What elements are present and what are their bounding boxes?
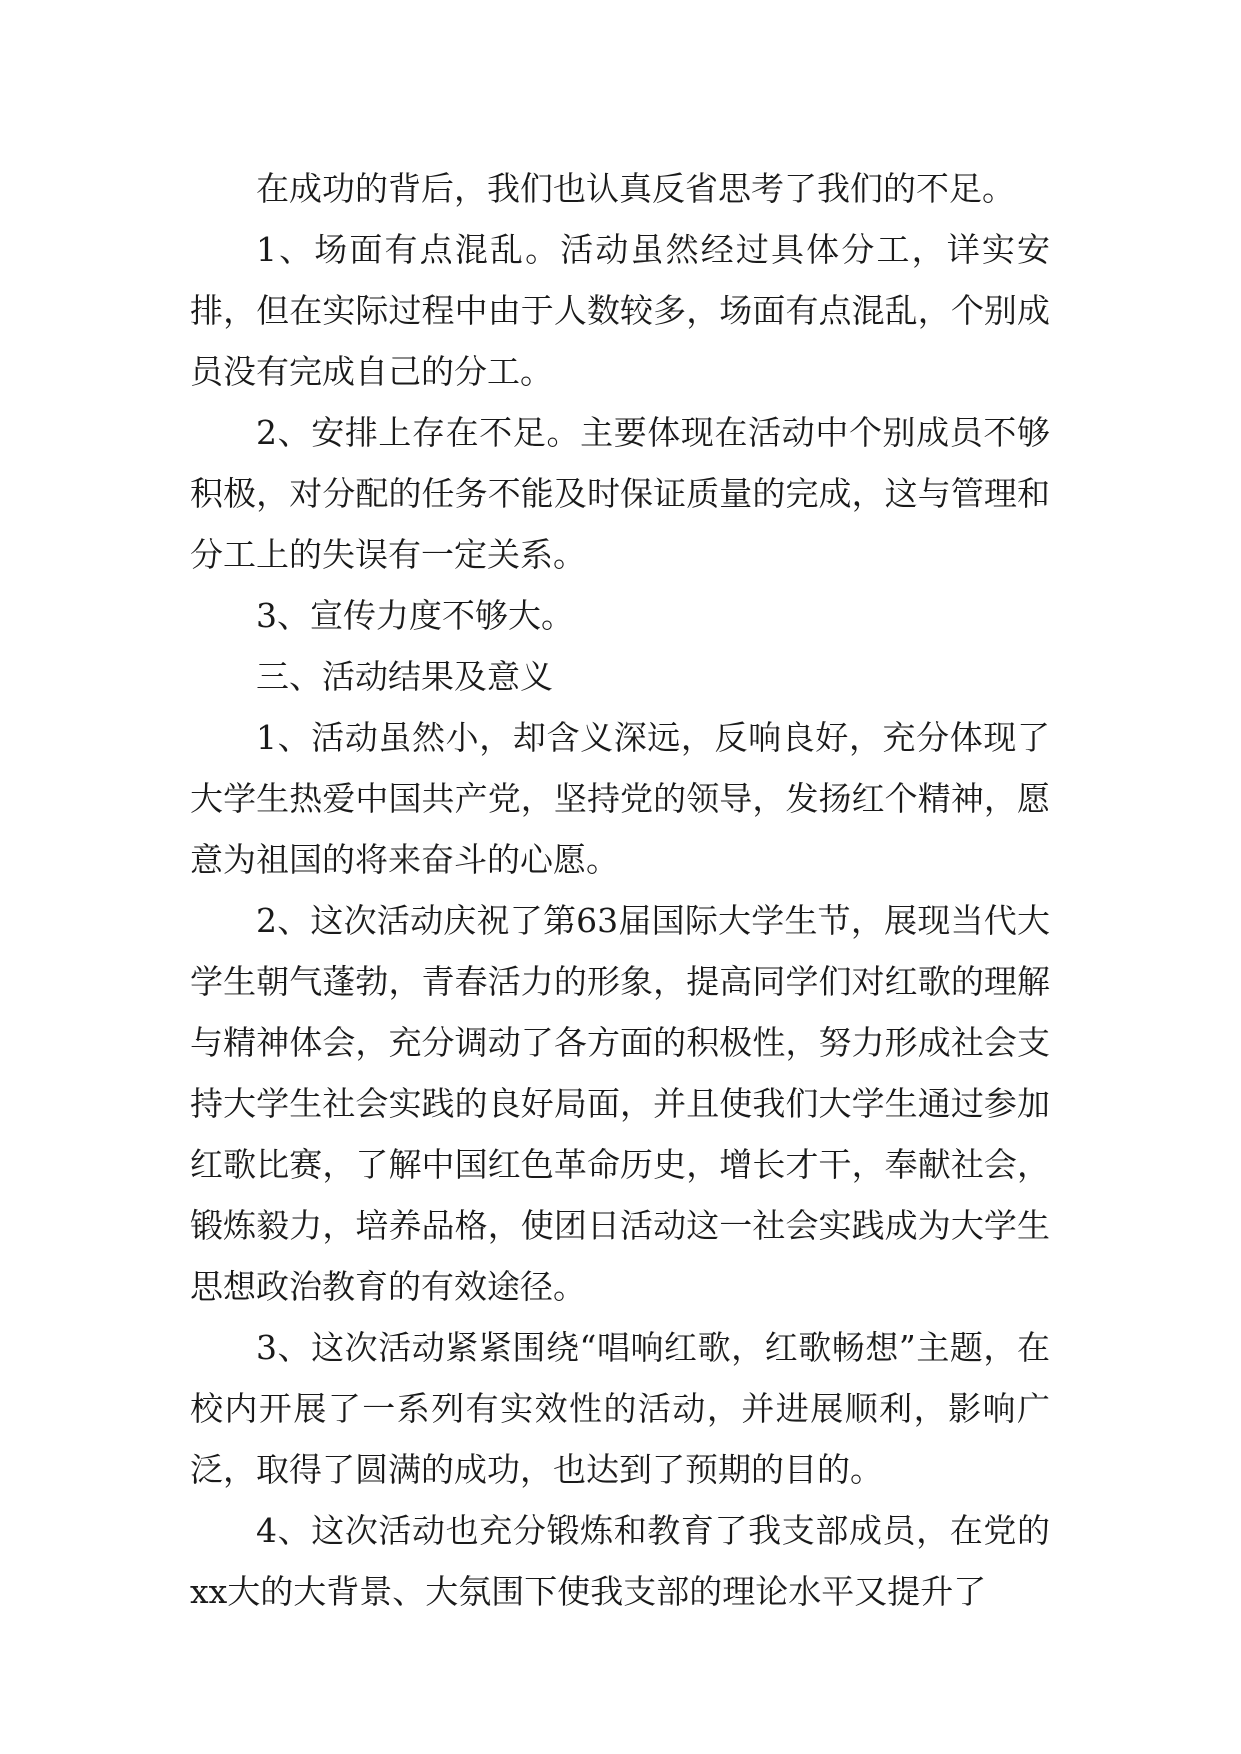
paragraph-result-1: 1、活动虽然小，却含义深远，反响良好，充分体现了大学生热爱中国共产党，坚持党的领导，发扬红个精神，愿意为祖国的将来奋斗的心愿。 <box>190 718 1050 879</box>
paragraph-issue-3: 3、宣传力度不够大。 <box>256 596 574 635</box>
paragraph-issue-2: 2、安排上存在不足。主要体现在活动中个别成员不够积极，对分配的任务不能及时保证质量的完成，这与管理和分工上的失误有一定关系。 <box>190 413 1050 574</box>
paragraph-issue-1: 1、场面有点混乱。活动虽然经过具体分工，详实安排，但在实际过程中由于人数较多，场面有点混乱，个别成员没有完成自己的分工。 <box>190 230 1050 391</box>
paragraph-result-4: 4、这次活动也充分锻炼和教育了我支部成员，在党的xx大的大背景、大氛围下使我支部的理论水平又提升了 <box>190 1511 1050 1611</box>
document-page <box>190 158 1050 1622</box>
paragraph-reflection-intro: 在成功的背后，我们也认真反省思考了我们的不足。 <box>256 169 1015 208</box>
section-heading-results: 三、活动结果及意义 <box>256 657 553 696</box>
paragraph-result-3: 3、这次活动紧紧围绕“唱响红歌，红歌畅想”主题，在校内开展了一系列有实效性的活动，并进展顺利，影响广泛，取得了圆满的成功，也达到了预期的目的。 <box>190 1328 1050 1489</box>
paragraph-result-2: 2、这次活动庆祝了第63届国际大学生节，展现当代大学生朝气蓬勃，青春活力的形象，提高同学们对红歌的理解与精神体会，充分调动了各方面的积极性，努力形成社会支持大学生社会实践的良好局面，并且使我们大学生通过参加红歌比赛，了解中国红色革命历史，增长才干，奉献社会，锻炼毅力，培养品格，使团日活动这一社会实践成为大学生思想政治教育的有效途径。 <box>190 901 1050 1306</box>
